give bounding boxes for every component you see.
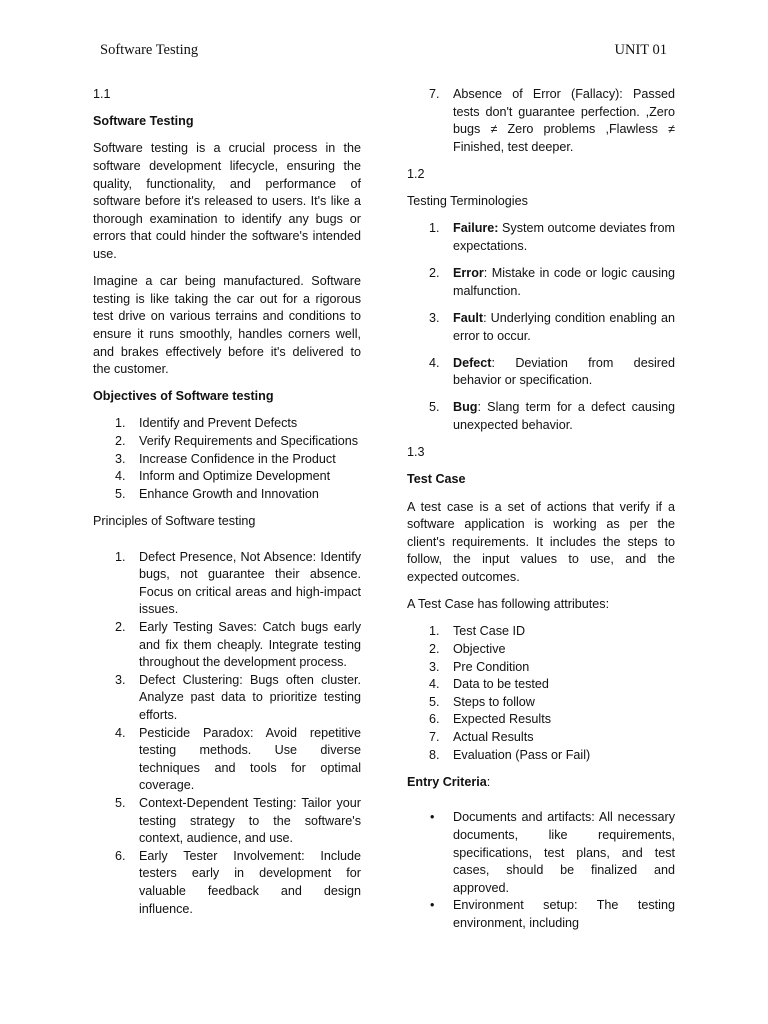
list-item: • Environment setup: The testing environment, including (430, 898, 675, 930)
intro-paragraph: Software testing is a crucial process in the software development lifecycle, ensuring the quality, functionality, and performance of software before it's released to users. It's like a thorough examination to identify any bugs or errors that could hinder the software's intended use. (93, 141, 361, 261)
objectives-list (93, 415, 361, 503)
list-item: 3. Increase Confidence in the Product (115, 451, 336, 466)
list-item: 4. Data to be tested (429, 677, 549, 692)
terminologies-heading: Testing Terminologies (407, 194, 528, 209)
list-item: 3. Fault: Underlying condition enabling an error to occur. (429, 310, 675, 343)
section-title: Software Testing (93, 114, 194, 129)
right-column (407, 86, 675, 942)
list-item: 6. Expected Results (429, 712, 552, 727)
list-item: • Documents and artifacts: All necessary documents, like requirements, specifications, test plans, and test cases, should be finalized and approved. (430, 810, 675, 895)
principles-list (93, 549, 361, 918)
list-item: 1. Failure: System outcome deviates from expectations. (429, 221, 675, 253)
list-item: 7. Absence of Error (Fallacy): Passed tests don't guarantee perfection. ,Zero bugs ≠ Zero problems ,Flawless ≠ Finished, test deeper. (429, 87, 675, 154)
list-item: 4. Defect: Deviation from desired behavior or specification. (429, 355, 675, 388)
list-item: 5. Enhance Growth and Innovation (115, 486, 319, 501)
list-item: 8. Evaluation (Pass or Fail) (429, 747, 591, 762)
principles-heading: Principles of Software testing (93, 514, 256, 529)
list-item: 6. Early Tester Involvement: Include testers early in development for valuable feedback and design influence. (115, 848, 361, 916)
bullet-icon: • (430, 810, 435, 825)
entry-criteria-list (407, 809, 675, 932)
list-item: 1. Test Case ID (429, 624, 526, 639)
objectives-heading: Objectives of Software testing (93, 389, 274, 404)
header-unit: UNIT 01 (614, 42, 667, 58)
list-item: 4. Inform and Optimize Development (115, 469, 331, 484)
section-number: 1.1 (93, 87, 111, 101)
header-title: Software Testing (100, 42, 199, 58)
left-column (93, 86, 361, 928)
list-item: 3. Pre Condition (429, 659, 530, 674)
entry-criteria-heading: Entry Criteria: (407, 774, 491, 789)
list-item: 1. Identify and Prevent Defects (115, 416, 298, 431)
list-item: 4. Pesticide Paradox: Avoid repetitive testing methods. Use diverse techniques and tools for optimal coverage. (115, 725, 361, 793)
list-item: 7. Actual Results (429, 729, 534, 744)
test-case-paragraph: A test case is a set of actions that verify if a software application is working as per the client's requirements. It includes the steps to follow, the input values to use, and the expected outcomes. (407, 499, 675, 584)
list-item: 2. Early Testing Saves: Catch bugs early and fix them cheaply. Integrate testing throughout the development process. (115, 620, 361, 670)
bullet-icon: • (430, 898, 435, 913)
list-item: 5. Context-Dependent Testing: Tailor your testing strategy to the software's context, audience, and use. (115, 795, 361, 846)
attributes-list (407, 623, 675, 764)
list-item: 3. Defect Clustering: Bugs often cluster. Analyze past data to prioritize testing efforts. (115, 672, 361, 722)
list-item: 5. Bug: Slang term for a defect causing unexpected behavior. (429, 400, 675, 433)
list-item: 2. Verify Requirements and Specifications (115, 434, 359, 449)
list-item: 2. Error: Mistake in code or logic causing malfunction. (429, 266, 675, 298)
list-item: 5. Steps to follow (429, 694, 535, 709)
section-number: 1.2 (407, 166, 425, 181)
attributes-intro: A Test Case has following attributes: (407, 597, 610, 612)
list-item: 2. Objective (429, 641, 506, 656)
test-case-heading: Test Case (407, 472, 466, 487)
principles-list-continued (407, 86, 675, 156)
analogy-paragraph: Imagine a car being manufactured. Software testing is like taking the car out for a rigorous test drive on various terrains and conditions to ensure it runs smoothly, handles corners well, and brakes effectively before it's delivered to the customer. (93, 274, 361, 377)
terminology-list (407, 220, 675, 434)
list-item: 1. Defect Presence, Not Absence: Identify bugs, not guarantee their absence. Focus on critical areas and high-impact issues. (115, 549, 361, 617)
section-number: 1.3 (407, 445, 425, 460)
